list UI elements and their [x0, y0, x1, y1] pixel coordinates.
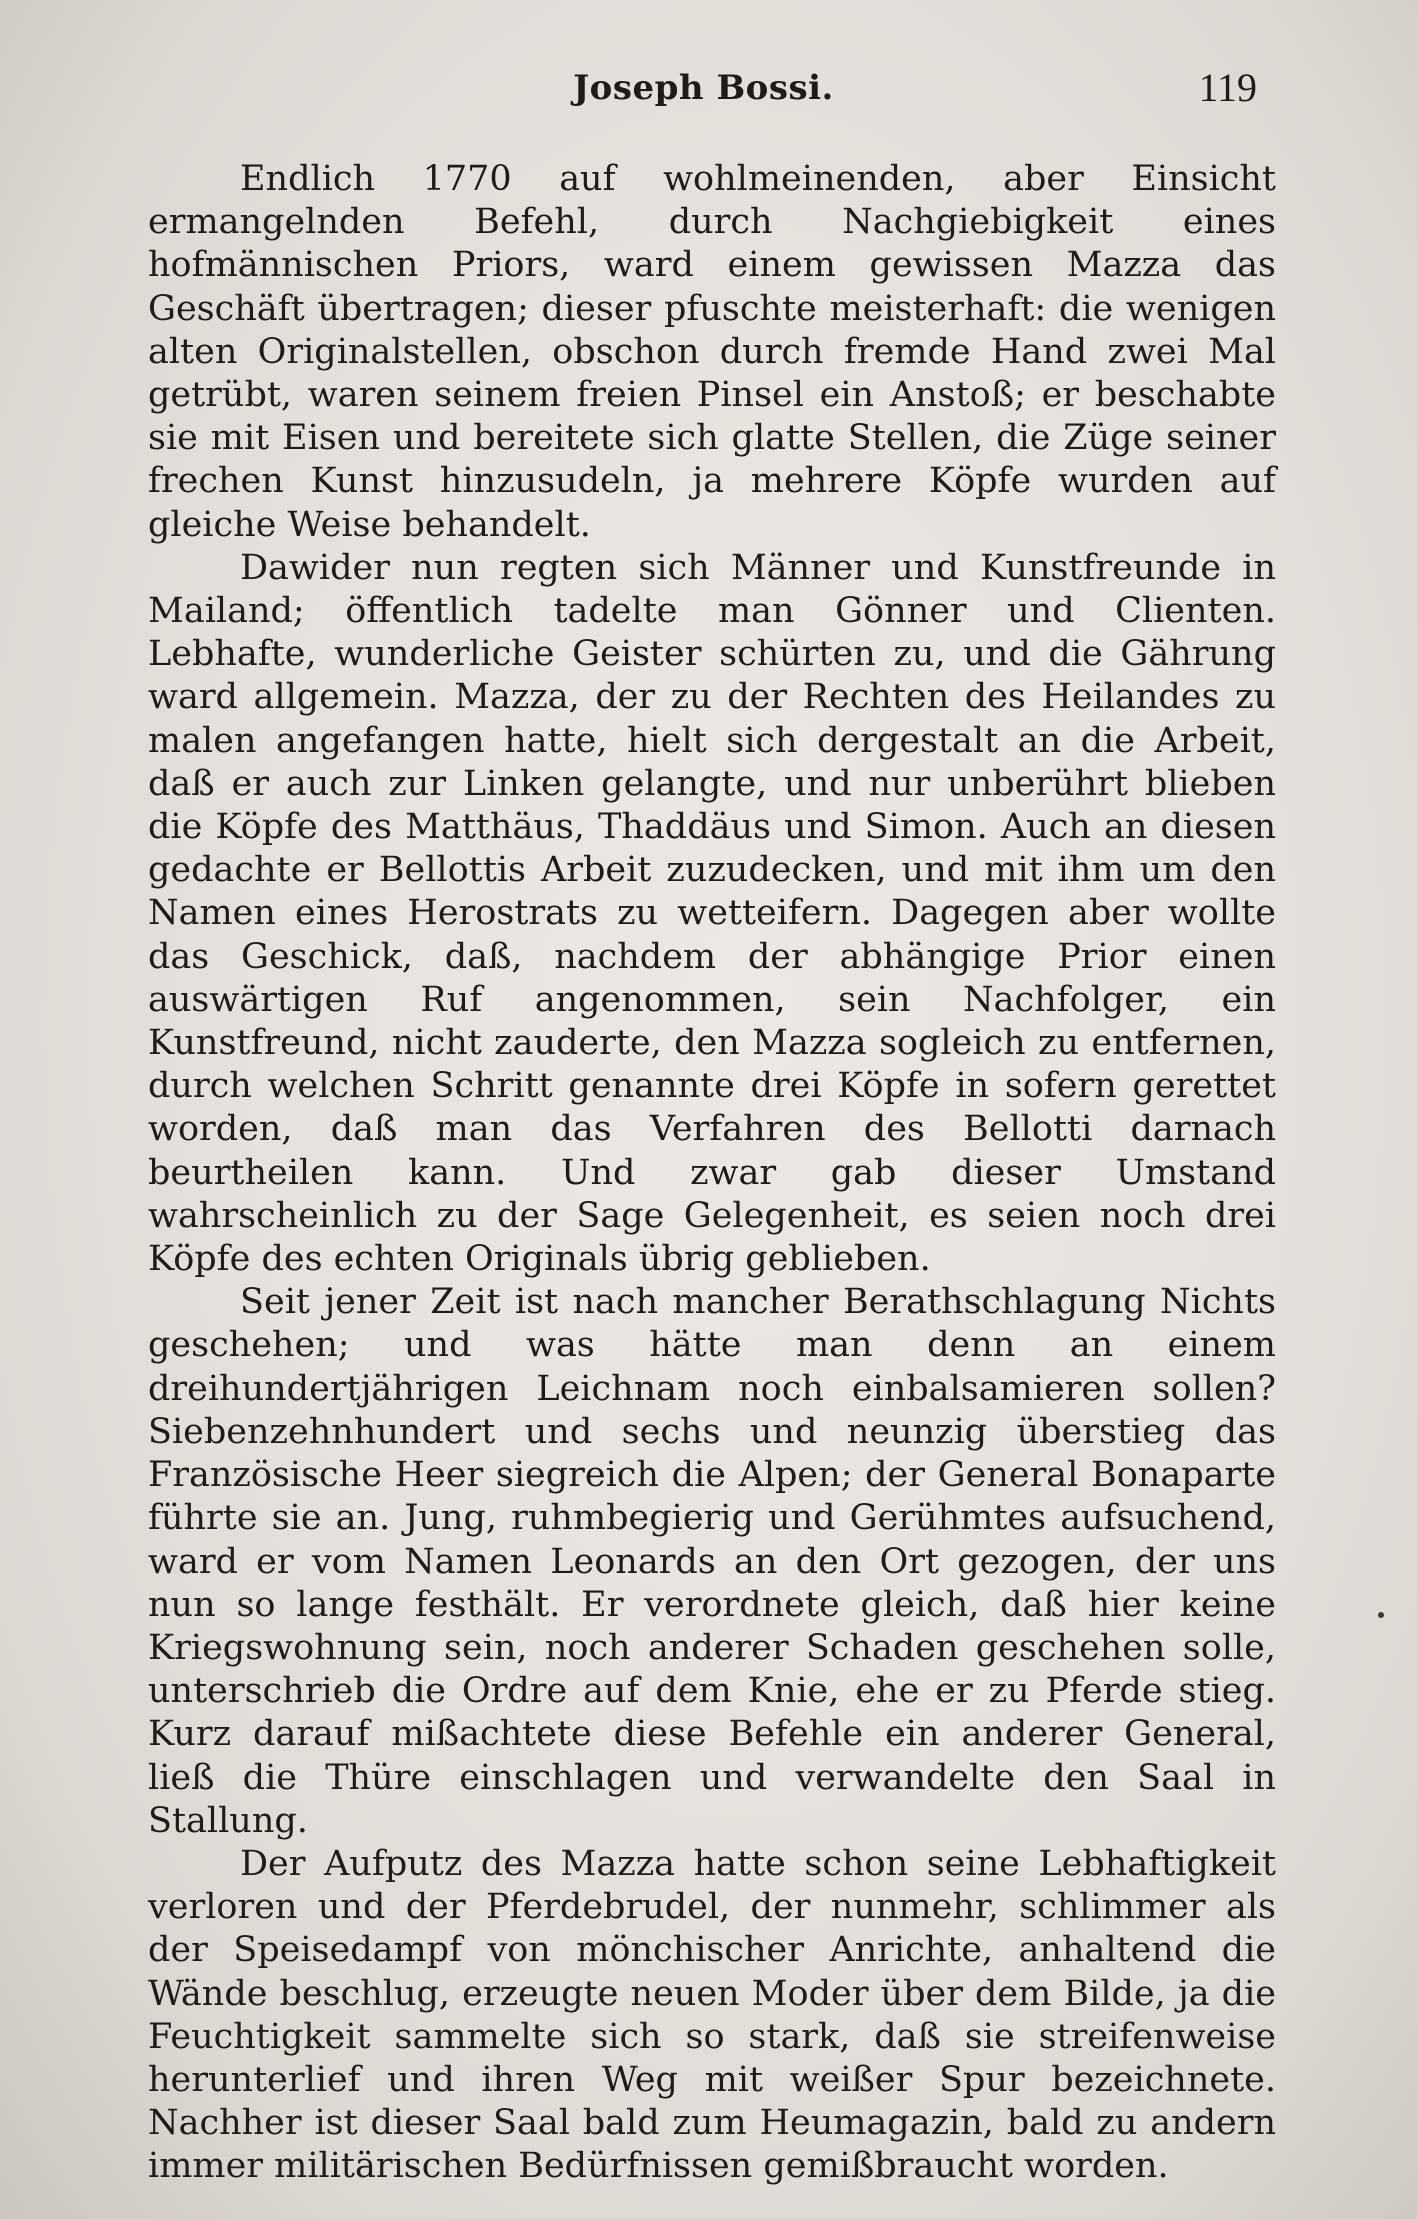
- body-text: [148, 158, 1276, 2189]
- paragraph-1: Endlich 1770 auf wohlmeinenden, aber Einsicht ermangelnden Befehl, durch Nachgiebigkeit eines hofmännischen Priors, ward einem gewissen Mazza das Geschäft übertragen; dieser pfuschte meisterhaft: die wenigen alten Originalstellen, obschon durch fremde Hand zwei Mal getrübt, waren seinem freien Pinsel ein Anstoß; er beschabte sie mit Eisen und bereitete sich glatte Stellen, die Züge seiner frechen Kunst hinzusudeln, ja mehrere Köpfe wurden auf gleiche Weise behandelt.: [148, 159, 1276, 545]
- ink-speck: [1378, 1612, 1384, 1618]
- paragraph-4: Der Aufputz des Mazza hatte schon seine Lebhaftigkeit verloren und der Pferdebrudel, der nunmehr, schlimmer als der Speisedampf von mönchischer Anrichte, anhaltend die Wände beschlug, erzeugte neuen Moder über dem Bilde, ja die Feuchtigkeit sammelte sich so stark, daß sie streifenweise herunterlief und ihren Weg mit weißer Spur bezeichnete. Nachher ist dieser Saal bald zum Heumagazin, bald zu andern immer militärischen Bedürfnissen gemißbraucht worden.: [148, 1843, 1276, 2187]
- paragraph-3: Seit jener Zeit ist nach mancher Berathschlagung Nichts geschehen; und was hätte man denn an einem dreihundertjährigen Leichnam noch einbalsamieren sollen? Siebenzehnhundert und sechs und neunzig überstieg das Französische Heer siegreich die Alpen; der General Bonaparte führte sie an. Jung, ruhmbegierig und Gerühmtes aufsuchend, ward er vom Namen Leonards an den Ort gezogen, der uns nun so lange festhält. Er verordnete gleich, daß hier keine Kriegswohnung sein, noch anderer Schaden geschehen solle, unterschrieb die Ordre auf dem Knie, ehe er zu Pferde stieg. Kurz darauf mißachtete diese Befehle ein anderer General, ließ die Thüre einschlagen und verwandelte den Saal in Stallung.: [148, 1282, 1276, 1841]
- page-number: 119: [1198, 65, 1257, 110]
- running-head: Joseph Bossi.: [573, 68, 834, 108]
- paragraph-2: Dawider nun regten sich Männer und Kunstfreunde in Mailand; öffentlich tadelte man Gönner und Clienten. Lebhafte, wunderliche Geister schürten zu, und die Gährung ward allgemein. Mazza, der zu der Rechten des Heilandes zu malen angefangen hatte, hielt sich dergestalt an die Arbeit, daß er auch zur Linken gelangte, und nur unberührt blieben die Köpfe des Matthäus, Thaddäus und Simon. Auch an diesen gedachte er Bellottis Arbeit zuzudecken, und mit ihm um den Namen eines Herostrats zu wetteifern. Dagegen aber wollte das Geschick, daß, nachdem der abhängige Prior einen auswärtigen Ruf angenommen, sein Nachfolger, ein Kunstfreund, nicht zauderte, den Mazza sogleich zu entfernen, durch welchen Schritt genannte drei Köpfe in sofern gerettet worden, daß man das Verfahren des Bellotti darnach beurtheilen kann. Und zwar gab dieser Umstand wahrscheinlich zu der Sage Gelegenheit, es seien noch drei Köpfe des echten Originals übrig geblieben.: [148, 547, 1276, 1280]
- page-header: [150, 65, 1257, 124]
